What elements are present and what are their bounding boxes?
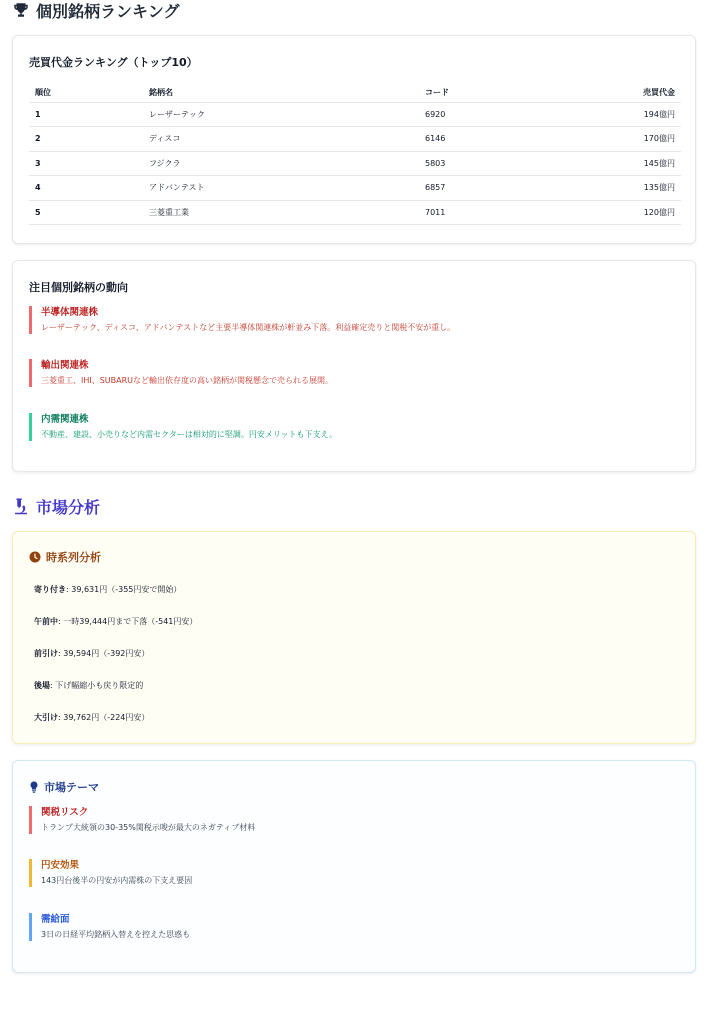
code-cell: 6857 [419, 176, 549, 201]
ranking-section-heading: 個別銘柄ランキング [36, 1, 180, 21]
theme-item-title: 円安効果 [41, 860, 80, 871]
theme-item-yen [29, 859, 681, 887]
value-cell: 120億円 [549, 200, 681, 225]
stock-item-export [29, 359, 681, 387]
ranking-table [29, 84, 681, 225]
table-row [29, 151, 681, 176]
timeline-label: 後場 [34, 681, 50, 690]
stock-item-desc: レーザーテック、ディスコ、アドバンテストなど主要半導体関連株が軒並み下落。利益確定売りと関税不安が重し。 [41, 323, 456, 332]
timeline-card-header [29, 549, 101, 565]
timeline-text: : 39,594円（-392円安） [58, 649, 150, 658]
ranking-section-title [12, 0, 180, 20]
table-header-row [29, 84, 681, 102]
name-cell: フジクラ [143, 151, 419, 176]
timeline-label: 寄り付き [34, 585, 66, 594]
value-cell: 135億円 [549, 176, 681, 201]
timeline-card [12, 531, 696, 744]
stock-item-title: 輸出関連株 [41, 360, 89, 371]
theme-item-title: 関税リスク [41, 807, 89, 818]
value-cell: 170億円 [549, 127, 681, 152]
timeline-text: : 下げ幅縮小も戻り限定的 [50, 681, 144, 690]
stock-item-domestic [29, 413, 681, 441]
name-cell: 三菱重工業 [143, 200, 419, 225]
ranking-card [12, 35, 696, 244]
notable-stocks-title: 注目個別銘柄の動向 [29, 281, 128, 294]
rank-cell: 4 [29, 176, 143, 201]
timeline-label: 午前中 [34, 617, 58, 626]
stock-item-desc: 三菱重工、IHI、SUBARUなど輸出依存度の高い銘柄が関税懸念で売られる展開。 [41, 376, 334, 385]
timeline-row [34, 648, 149, 659]
timeline-label: 前引け [34, 649, 58, 658]
theme-item-desc: 143円台後半の円安が内需株の下支え要因 [41, 876, 193, 885]
name-cell: アドバンテスト [143, 176, 419, 201]
theme-item-desc: 3日の日経平均銘柄入替えを控えた思惑も [41, 930, 191, 939]
analysis-section-title [12, 494, 100, 518]
table-row [29, 102, 681, 127]
timeline-row [34, 712, 149, 723]
table-row [29, 176, 681, 201]
timeline-text: : 39,762円（-224円安） [58, 713, 150, 722]
name-cell: ディスコ [143, 127, 419, 152]
trophy-icon [12, 1, 30, 19]
market-themes-card [12, 760, 696, 973]
theme-item-supply-demand [29, 913, 681, 941]
stock-item-semiconductor [29, 306, 681, 334]
timeline-row [34, 616, 197, 627]
column-header-code: コード [419, 84, 549, 102]
rank-cell: 3 [29, 151, 143, 176]
column-header-name: 銘柄名 [143, 84, 419, 102]
lightbulb-icon [29, 781, 39, 793]
analysis-section-heading: 市場分析 [36, 497, 101, 517]
rank-cell: 2 [29, 127, 143, 152]
ranking-table-title: 売買代金ランキング（トップ10） [29, 56, 198, 69]
clock-icon [29, 551, 41, 563]
value-cell: 145億円 [549, 151, 681, 176]
notable-stocks-card [12, 260, 696, 472]
code-cell: 6920 [419, 102, 549, 127]
themes-card-header [29, 779, 99, 795]
theme-item-title: 需給面 [41, 914, 70, 925]
stock-item-desc: 不動産、建設、小売りなど内需セクターは相対的に堅調。円安メリットも下支え。 [41, 430, 337, 439]
table-row [29, 127, 681, 152]
column-header-value: 売買代金 [549, 84, 681, 102]
theme-item-desc: トランプ大統領の30-35%関税示唆が最大のネガティブ材料 [41, 823, 256, 832]
code-cell: 6146 [419, 127, 549, 152]
timeline-row [34, 680, 143, 691]
code-cell: 7011 [419, 200, 549, 225]
timeline-row [34, 584, 181, 595]
theme-item-tariff [29, 806, 681, 834]
value-cell: 194億円 [549, 102, 681, 127]
timeline-card-title: 時系列分析 [46, 551, 101, 564]
stock-item-title: 半導体関連株 [41, 307, 99, 318]
microscope-icon [12, 497, 30, 515]
column-header-rank: 順位 [29, 84, 143, 102]
stock-item-title: 内需関連株 [41, 414, 89, 425]
rank-cell: 1 [29, 102, 143, 127]
name-cell: レーザーテック [143, 102, 419, 127]
table-row [29, 200, 681, 225]
code-cell: 5803 [419, 151, 549, 176]
timeline-text: : 一時39,444円まで下落（-541円安） [58, 617, 198, 626]
rank-cell: 5 [29, 200, 143, 225]
timeline-label: 大引け [34, 713, 58, 722]
timeline-text: : 39,631円（-355円安で開始） [66, 585, 182, 594]
themes-card-title: 市場テーマ [44, 781, 99, 794]
